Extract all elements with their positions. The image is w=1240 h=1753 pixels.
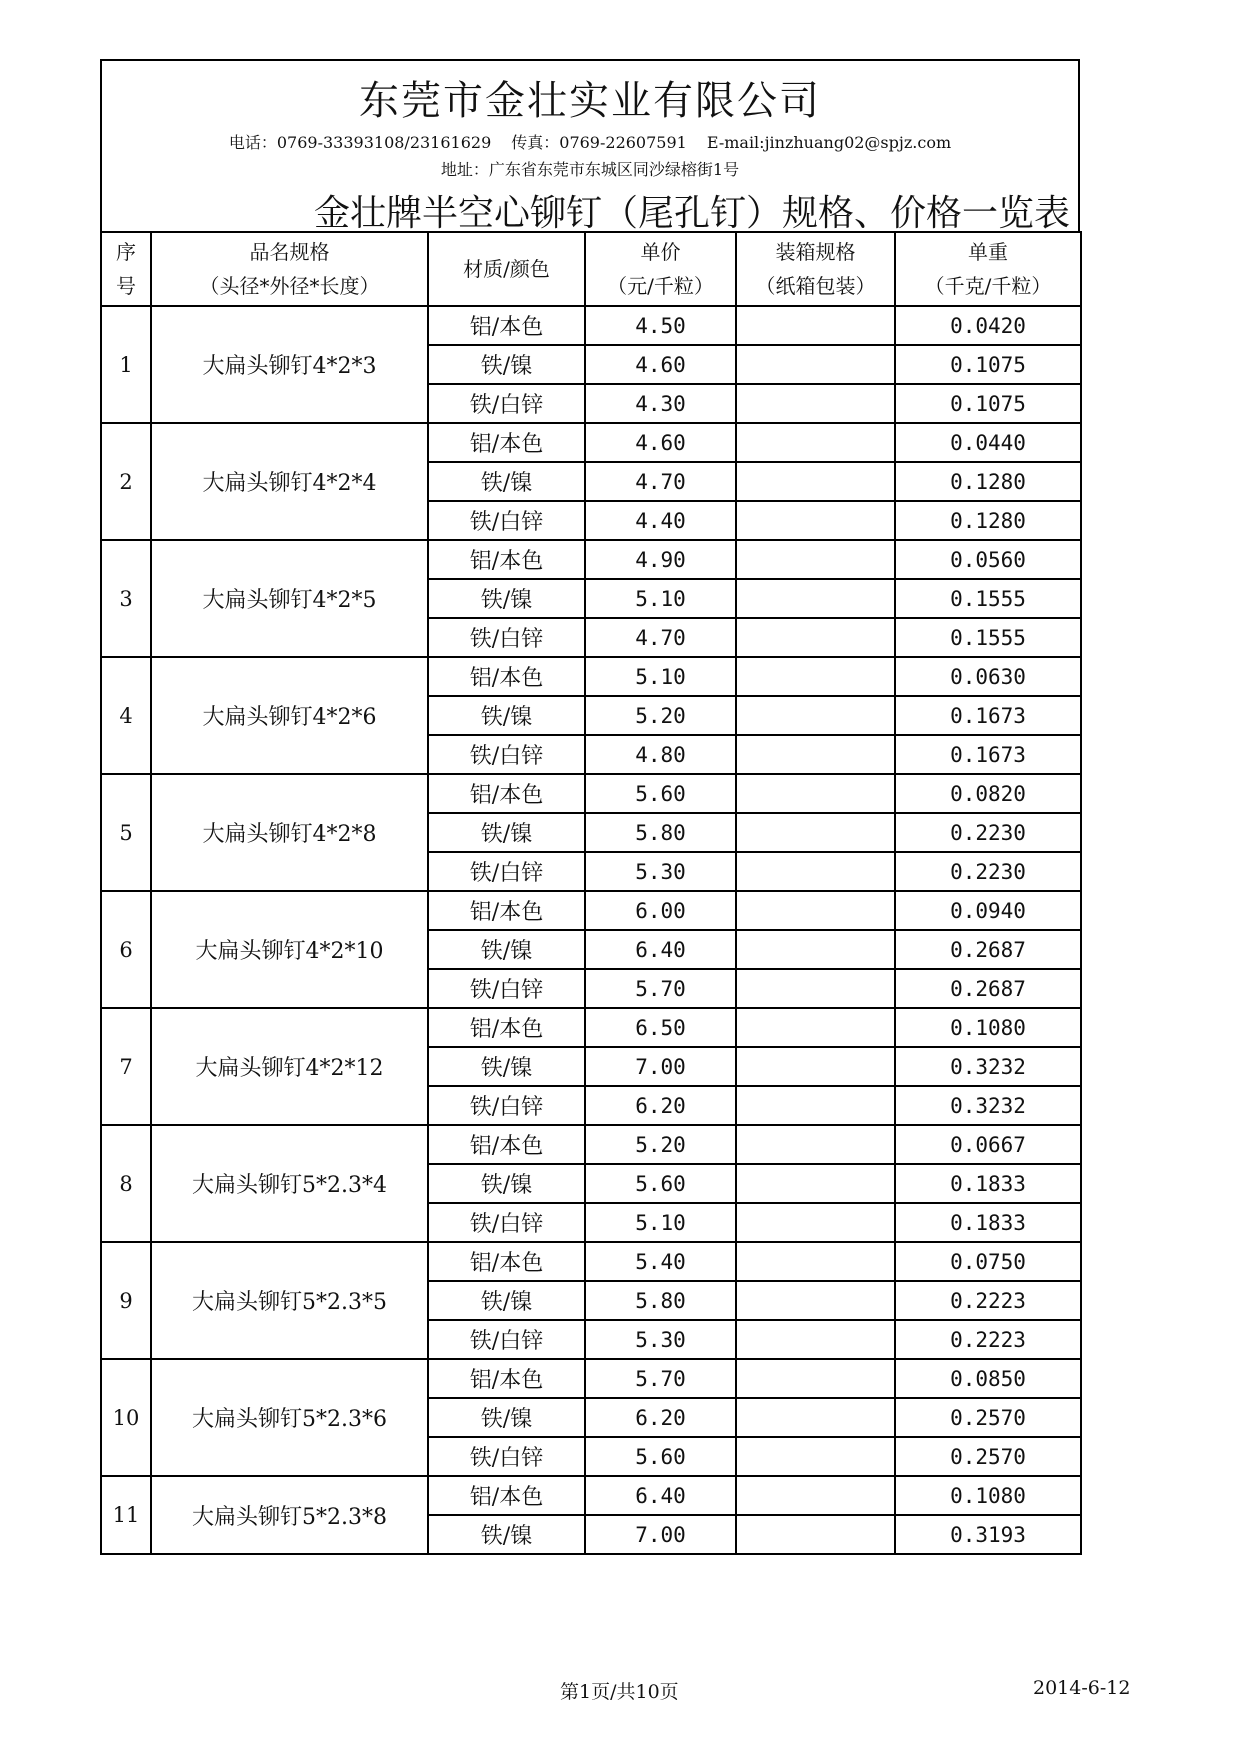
cell-weight: 0.1280 [895, 501, 1081, 540]
cell-weight: 0.2223 [895, 1281, 1081, 1320]
cell-weight: 0.0630 [895, 657, 1081, 696]
cell-weight: 0.1673 [895, 735, 1081, 774]
table-row [101, 1008, 1081, 1047]
cell-packing [736, 657, 895, 696]
cell-packing [736, 1515, 895, 1554]
table-row [101, 1125, 1081, 1164]
column-header-material [428, 232, 585, 306]
cell-material: 铝/本色 [428, 423, 585, 462]
cell-price: 6.20 [585, 1086, 736, 1125]
cell-weight: 0.0667 [895, 1125, 1081, 1164]
cell-spec: 大扁头铆钉5*2.3*4 [151, 1125, 428, 1242]
cell-weight: 0.2230 [895, 813, 1081, 852]
cell-packing [736, 1164, 895, 1203]
cell-packing [736, 462, 895, 501]
cell-no: 5 [101, 774, 151, 891]
cell-price: 6.00 [585, 891, 736, 930]
cell-price: 5.10 [585, 579, 736, 618]
cell-weight: 0.0940 [895, 891, 1081, 930]
column-header-weight-line2: （千克/千粒） [924, 274, 1052, 298]
column-header-spec [151, 232, 428, 306]
column-header-packing-line1: 装箱规格 [775, 240, 856, 264]
cell-weight: 0.2570 [895, 1398, 1081, 1437]
table-row [101, 306, 1081, 345]
cell-price: 7.00 [585, 1515, 736, 1554]
price-table [100, 231, 1082, 1555]
cell-packing [736, 1242, 895, 1281]
column-header-packing-line2: （纸箱包装） [755, 274, 876, 298]
cell-no: 2 [101, 423, 151, 540]
cell-no: 1 [101, 306, 151, 423]
cell-packing [736, 1047, 895, 1086]
contact-line [102, 130, 1078, 153]
cell-weight: 0.1555 [895, 618, 1081, 657]
cell-weight: 0.3232 [895, 1086, 1081, 1125]
column-header-material-line1: 材质/颜色 [463, 257, 550, 281]
cell-spec: 大扁头铆钉4*2*6 [151, 657, 428, 774]
phone-number: 电话：0769-33393108/23161629 [228, 133, 492, 152]
cell-price: 5.80 [585, 1281, 736, 1320]
table-row [101, 891, 1081, 930]
cell-material: 铁/镍 [428, 1515, 585, 1554]
cell-no: 9 [101, 1242, 151, 1359]
cell-weight: 0.0420 [895, 306, 1081, 345]
cell-price: 4.40 [585, 501, 736, 540]
cell-material: 铁/镍 [428, 1047, 585, 1086]
cell-material: 铝/本色 [428, 1125, 585, 1164]
cell-weight: 0.1833 [895, 1203, 1081, 1242]
cell-no: 11 [101, 1476, 151, 1554]
cell-price: 6.20 [585, 1398, 736, 1437]
email-address: E-mail:jinzhuang02@spjz.com [706, 133, 952, 152]
fax-number: 传真：0769-22607591 [511, 133, 687, 152]
cell-weight: 0.2223 [895, 1320, 1081, 1359]
table-row [101, 423, 1081, 462]
cell-material: 铝/本色 [428, 540, 585, 579]
cell-price: 6.50 [585, 1008, 736, 1047]
cell-material: 铁/镍 [428, 813, 585, 852]
cell-packing [736, 774, 895, 813]
cell-spec: 大扁头铆钉5*2.3*6 [151, 1359, 428, 1476]
cell-price: 5.30 [585, 1320, 736, 1359]
cell-packing [736, 1320, 895, 1359]
cell-material: 铁/镍 [428, 1281, 585, 1320]
table-header-row [101, 232, 1081, 306]
cell-packing [736, 813, 895, 852]
cell-weight: 0.1080 [895, 1476, 1081, 1515]
table-row [101, 1359, 1081, 1398]
column-header-price-line1: 单价 [640, 240, 681, 264]
cell-spec: 大扁头铆钉4*2*10 [151, 891, 428, 1008]
column-header-weight-line1: 单重 [968, 240, 1008, 264]
cell-weight: 0.3232 [895, 1047, 1081, 1086]
cell-price: 4.30 [585, 384, 736, 423]
cell-weight: 0.1280 [895, 462, 1081, 501]
cell-packing [736, 501, 895, 540]
cell-material: 铁/白锌 [428, 852, 585, 891]
cell-price: 5.60 [585, 774, 736, 813]
cell-price: 5.20 [585, 1125, 736, 1164]
cell-price: 4.90 [585, 540, 736, 579]
cell-packing [736, 735, 895, 774]
cell-packing [736, 1437, 895, 1476]
cell-packing [736, 618, 895, 657]
cell-price: 7.00 [585, 1047, 736, 1086]
cell-packing [736, 1203, 895, 1242]
cell-packing [736, 1008, 895, 1047]
table-row [101, 657, 1081, 696]
cell-packing [736, 345, 895, 384]
cell-price: 4.70 [585, 462, 736, 501]
table-row [101, 1242, 1081, 1281]
cell-packing [736, 1476, 895, 1515]
cell-packing [736, 579, 895, 618]
company-address: 地址：广东省东莞市东城区同沙绿榕街1号 [440, 160, 740, 179]
cell-spec: 大扁头铆钉4*2*12 [151, 1008, 428, 1125]
cell-price: 5.10 [585, 657, 736, 696]
cell-packing [736, 540, 895, 579]
cell-packing [736, 1398, 895, 1437]
cell-packing [736, 1086, 895, 1125]
cell-weight: 0.2687 [895, 930, 1081, 969]
cell-material: 铁/镍 [428, 579, 585, 618]
cell-weight: 0.0850 [895, 1359, 1081, 1398]
cell-packing [736, 1359, 895, 1398]
cell-packing [736, 696, 895, 735]
column-header-packing [736, 232, 895, 306]
cell-spec: 大扁头铆钉4*2*4 [151, 423, 428, 540]
cell-weight: 0.1555 [895, 579, 1081, 618]
cell-material: 铝/本色 [428, 1476, 585, 1515]
cell-packing [736, 969, 895, 1008]
cell-price: 4.50 [585, 306, 736, 345]
cell-material: 铁/镍 [428, 930, 585, 969]
cell-spec: 大扁头铆钉4*2*8 [151, 774, 428, 891]
column-header-price [585, 232, 736, 306]
cell-material: 铁/镍 [428, 1398, 585, 1437]
cell-material: 铁/白锌 [428, 1086, 585, 1125]
cell-spec: 大扁头铆钉5*2.3*8 [151, 1476, 428, 1554]
cell-material: 铝/本色 [428, 1008, 585, 1047]
cell-material: 铁/白锌 [428, 618, 585, 657]
cell-no: 10 [101, 1359, 151, 1476]
cell-packing [736, 891, 895, 930]
cell-weight: 0.3193 [895, 1515, 1081, 1554]
page-number: 第1页/共10页 [560, 1681, 679, 1703]
cell-price: 5.40 [585, 1242, 736, 1281]
cell-material: 铝/本色 [428, 1359, 585, 1398]
column-header-no [101, 232, 151, 306]
cell-price: 5.60 [585, 1164, 736, 1203]
cell-weight: 0.1673 [895, 696, 1081, 735]
cell-packing [736, 852, 895, 891]
cell-no: 3 [101, 540, 151, 657]
cell-material: 铁/白锌 [428, 1320, 585, 1359]
cell-no: 7 [101, 1008, 151, 1125]
table-row [101, 1476, 1081, 1515]
cell-price: 6.40 [585, 930, 736, 969]
document-title: 金壮牌半空心铆钉（尾孔钉）规格、价格一览表 [313, 193, 1070, 234]
document-header [100, 59, 1080, 232]
cell-weight: 0.1080 [895, 1008, 1081, 1047]
company-name: 东莞市金壮实业有限公司 [359, 78, 821, 124]
cell-material: 铝/本色 [428, 306, 585, 345]
cell-price: 5.70 [585, 969, 736, 1008]
cell-weight: 0.2570 [895, 1437, 1081, 1476]
cell-price: 5.70 [585, 1359, 736, 1398]
cell-material: 铁/镍 [428, 1164, 585, 1203]
cell-price: 4.80 [585, 735, 736, 774]
cell-price: 5.20 [585, 696, 736, 735]
column-header-no-line2: 号 [116, 274, 136, 298]
cell-price: 5.80 [585, 813, 736, 852]
cell-packing [736, 423, 895, 462]
column-header-no-line1: 序 [116, 240, 136, 264]
cell-weight: 0.2230 [895, 852, 1081, 891]
cell-price: 5.60 [585, 1437, 736, 1476]
cell-material: 铝/本色 [428, 657, 585, 696]
column-header-price-line2: （元/千粒） [607, 274, 714, 298]
cell-material: 铁/镍 [428, 696, 585, 735]
cell-price: 6.40 [585, 1476, 736, 1515]
column-header-spec-line2: （头径*外径*长度） [199, 274, 380, 298]
cell-packing [736, 930, 895, 969]
cell-material: 铝/本色 [428, 1242, 585, 1281]
cell-packing [736, 306, 895, 345]
column-header-spec-line1: 品名规格 [249, 240, 330, 264]
cell-price: 4.70 [585, 618, 736, 657]
table-row [101, 540, 1081, 579]
cell-spec: 大扁头铆钉4*2*3 [151, 306, 428, 423]
cell-material: 铁/白锌 [428, 1437, 585, 1476]
cell-material: 铝/本色 [428, 891, 585, 930]
cell-spec: 大扁头铆钉4*2*5 [151, 540, 428, 657]
cell-weight: 0.1075 [895, 384, 1081, 423]
cell-price: 4.60 [585, 345, 736, 384]
cell-material: 铁/白锌 [428, 735, 585, 774]
cell-material: 铁/白锌 [428, 1203, 585, 1242]
cell-material: 铁/镍 [428, 462, 585, 501]
table-body [101, 306, 1081, 1554]
cell-packing [736, 1281, 895, 1320]
cell-material: 铁/镍 [428, 345, 585, 384]
cell-weight: 0.0750 [895, 1242, 1081, 1281]
cell-price: 5.10 [585, 1203, 736, 1242]
cell-weight: 0.1075 [895, 345, 1081, 384]
cell-no: 6 [101, 891, 151, 1008]
cell-no: 8 [101, 1125, 151, 1242]
cell-weight: 0.0560 [895, 540, 1081, 579]
cell-weight: 0.2687 [895, 969, 1081, 1008]
cell-packing [736, 384, 895, 423]
cell-material: 铁/白锌 [428, 501, 585, 540]
cell-weight: 0.1833 [895, 1164, 1081, 1203]
column-header-weight [895, 232, 1081, 306]
table-row [101, 774, 1081, 813]
cell-spec: 大扁头铆钉5*2.3*5 [151, 1242, 428, 1359]
cell-price: 4.60 [585, 423, 736, 462]
cell-material: 铁/白锌 [428, 969, 585, 1008]
cell-weight: 0.0820 [895, 774, 1081, 813]
cell-price: 5.30 [585, 852, 736, 891]
cell-weight: 0.0440 [895, 423, 1081, 462]
print-date: 2014-6-12 [1033, 1677, 1131, 1699]
cell-packing [736, 1125, 895, 1164]
cell-no: 4 [101, 657, 151, 774]
cell-material: 铁/白锌 [428, 384, 585, 423]
cell-material: 铝/本色 [428, 774, 585, 813]
